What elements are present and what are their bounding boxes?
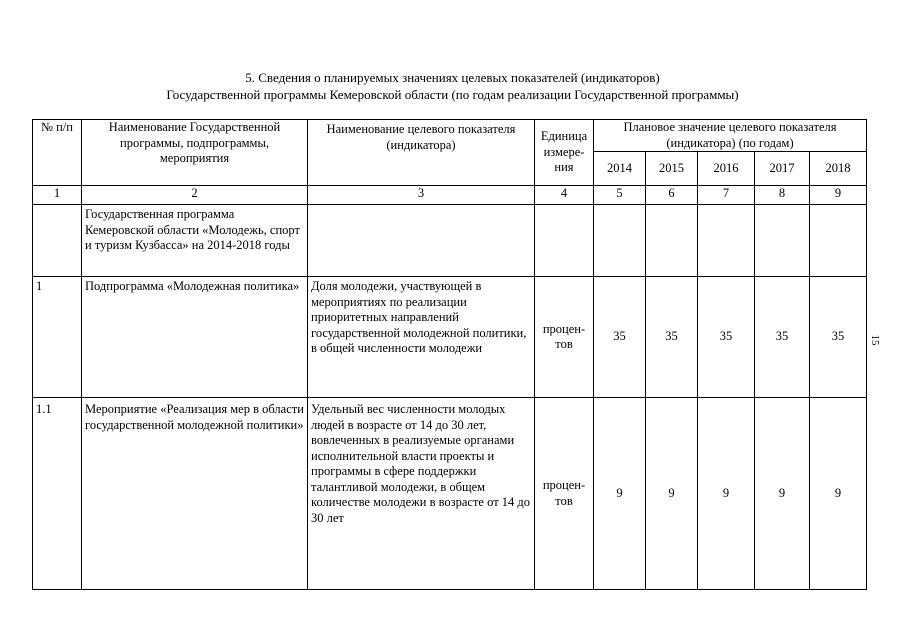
row-value-2014 (594, 205, 646, 277)
colnum-3: 3 (308, 186, 535, 205)
colnum-6: 6 (646, 186, 698, 205)
row-name: Мероприятие «Реализация мер в области государственной молодежной политики» (82, 398, 308, 590)
table-row (33, 398, 867, 590)
row-value-2016 (698, 205, 755, 277)
colnum-2: 2 (82, 186, 308, 205)
page-number: 15 (869, 334, 881, 346)
colnum-5: 5 (594, 186, 646, 205)
row-value-2014: 35 (594, 277, 646, 398)
row-value-2015: 35 (646, 277, 698, 398)
header-year-2018: 2018 (810, 152, 867, 186)
colnum-4: 4 (535, 186, 594, 205)
document-title (0, 69, 905, 103)
header-planned: Плановое значение целевого показателя (индикатора) (по годам) (594, 120, 867, 152)
row-name: Государственная программа Кемеровской области «Молодежь, спорт и туризм Кузбасса» на 2014-2018 годы (82, 205, 308, 277)
row-value-2014: 9 (594, 398, 646, 590)
colnum-8: 8 (755, 186, 810, 205)
header-name: Наименование Государственной программы, подпрограммы, мероприятия (82, 120, 308, 186)
row-value-2016: 35 (698, 277, 755, 398)
row-num: 1.1 (33, 398, 82, 590)
colnum-1: 1 (33, 186, 82, 205)
title-line-1: 5. Сведения о планируемых значениях целевых показателей (индикаторов) (245, 70, 660, 85)
header-indicator: Наименование целевого показателя (индикатора) (308, 120, 535, 186)
header-year-2014: 2014 (594, 152, 646, 186)
row-value-2018: 35 (810, 277, 867, 398)
header-unit: Единица измере-ния (535, 120, 594, 186)
row-indicator: Доля молодежи, участвующей в мероприятиях по реализации приоритетных направлений государственной молодежной политики, в общей численности молодежи (308, 277, 535, 398)
row-value-2017: 35 (755, 277, 810, 398)
row-indicator (308, 205, 535, 277)
indicators-table (32, 119, 867, 590)
row-value-2018 (810, 205, 867, 277)
header-num: № п/п (33, 120, 82, 186)
row-unit: процен-тов (535, 398, 594, 590)
row-value-2017: 9 (755, 398, 810, 590)
row-num (33, 205, 82, 277)
colnum-9: 9 (810, 186, 867, 205)
row-name: Подпрограмма «Молодежная политика» (82, 277, 308, 398)
row-value-2017 (755, 205, 810, 277)
row-value-2016: 9 (698, 398, 755, 590)
table-row (33, 205, 867, 277)
column-numbers-row (33, 186, 867, 205)
table-row (33, 277, 867, 398)
row-value-2015: 9 (646, 398, 698, 590)
row-unit (535, 205, 594, 277)
row-unit: процен-тов (535, 277, 594, 398)
header-year-2017: 2017 (755, 152, 810, 186)
colnum-7: 7 (698, 186, 755, 205)
title-line-2: Государственной программы Кемеровской области (по годам реализации Государственной программы) (166, 87, 739, 102)
header-year-2016: 2016 (698, 152, 755, 186)
row-value-2015 (646, 205, 698, 277)
row-num: 1 (33, 277, 82, 398)
header-year-2015: 2015 (646, 152, 698, 186)
row-indicator: Удельный вес численности молодых людей в возрасте от 14 до 30 лет, вовлеченных в реализуемые органами исполнительной власти проекты и программы в сфере поддержки талантливой молодежи, в общем количестве молодежи в возрасте от 14 до 30 лет (308, 398, 535, 590)
row-value-2018: 9 (810, 398, 867, 590)
